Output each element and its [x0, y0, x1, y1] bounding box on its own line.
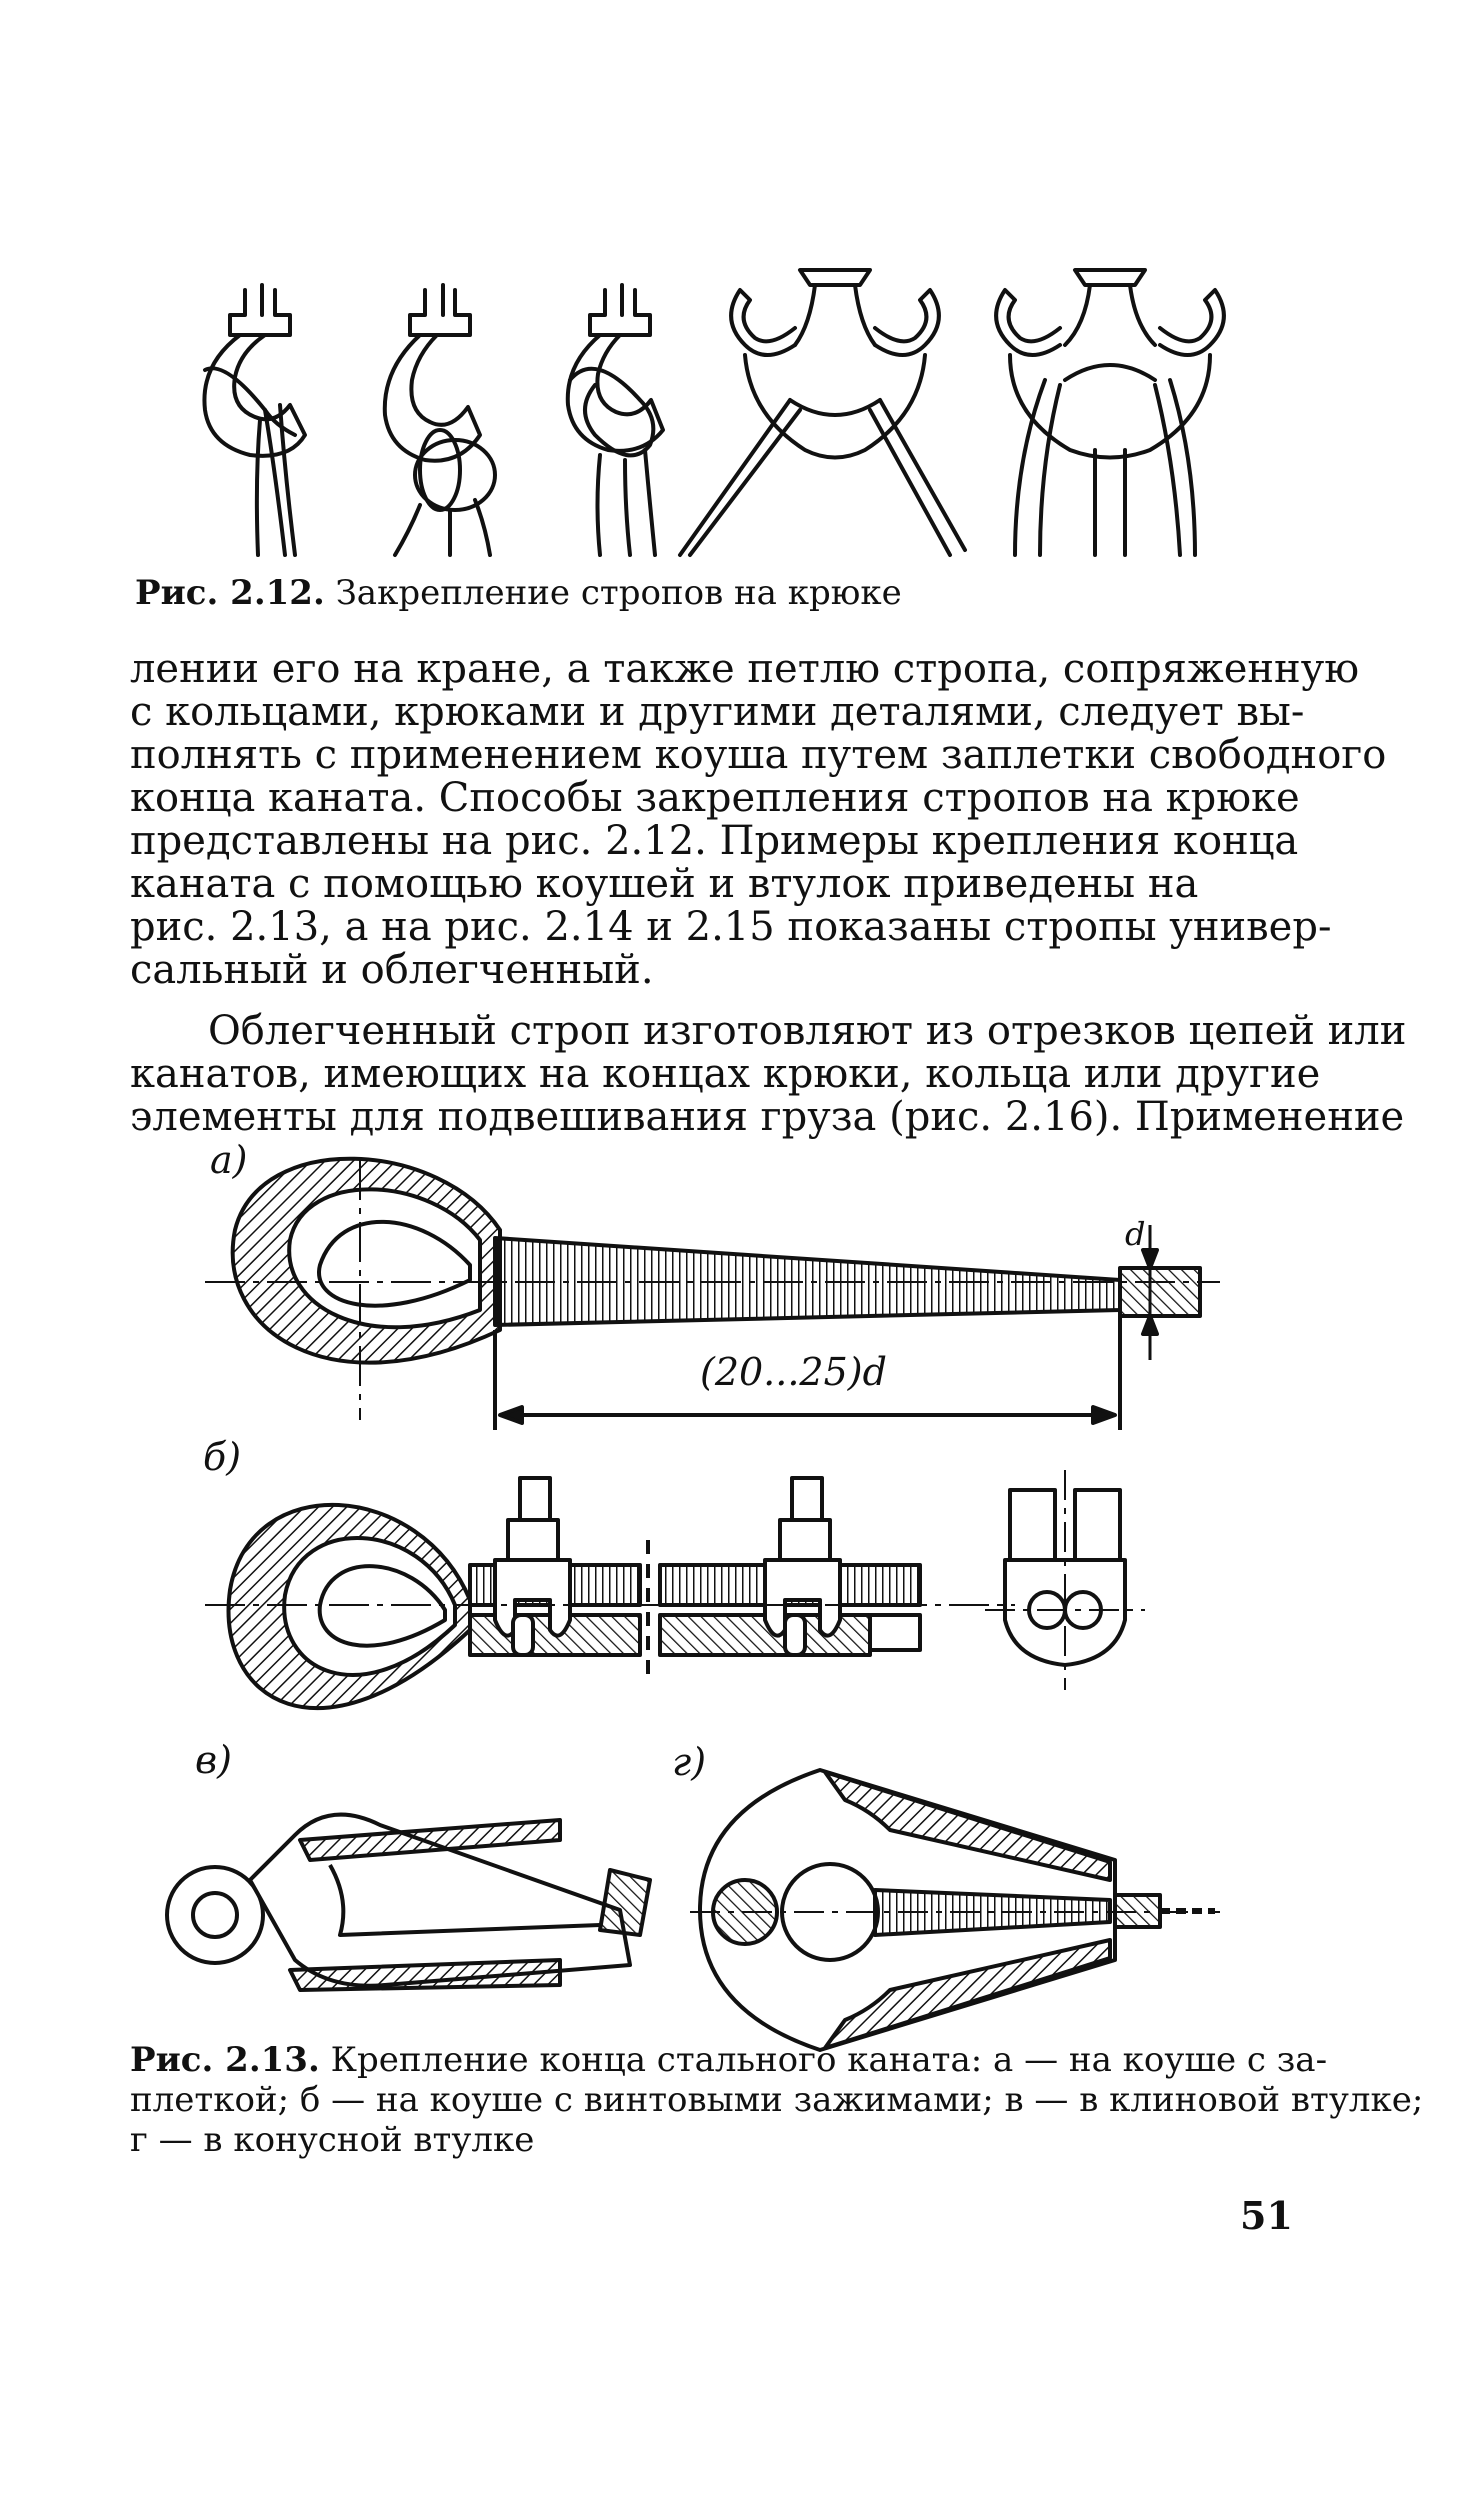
text-line: полнять с применением коуша путем заплетки свободного	[130, 732, 1387, 778]
text-line: каната с помощью коушей и втулок приведены на	[130, 861, 1199, 907]
figure-2-13-caption-line3: г — в конусной втулке	[130, 2120, 535, 2160]
diagram-b-screw-clamps	[205, 1470, 1145, 1708]
text-line: представлены на рис. 2.12. Примеры крепления конца	[130, 818, 1299, 864]
text-line: сальный и облегченный.	[130, 947, 654, 993]
text-line: Облегченный строп изготовляют из отрезков цепей или	[208, 1008, 1407, 1054]
text-line: лении его на кране, а также петлю стропа, сопряженную	[130, 646, 1360, 692]
text-line: канатов, имеющих на концах крюки, кольца или другие	[130, 1051, 1321, 1097]
text-line: элементы для подвешивания груза (рис. 2.16). Применение	[130, 1094, 1405, 1140]
figure-2-13-caption	[130, 2040, 1424, 2160]
label-a: а)	[210, 1138, 248, 1182]
text-line: конца каната. Способы закрепления стропов на крюке	[130, 775, 1300, 821]
dimension-label: (20...25)d	[700, 1350, 887, 1394]
figure-2-13-caption-number: Рис. 2.13.	[130, 2040, 320, 2080]
page-number: 51	[1240, 2193, 1293, 2238]
diagram-c-wedge-socket	[167, 1815, 650, 1990]
figure-2-13-caption-line	[130, 2040, 1328, 2080]
text-line: с кольцами, крюками и другими деталями, следует вы-	[130, 689, 1305, 735]
text-line: рис. 2.13, а на рис. 2.14 и 2.15 показаны стропы универ-	[130, 904, 1332, 950]
label-b: б)	[203, 1435, 242, 1479]
diagram-d-conical-socket	[690, 1770, 1220, 2050]
figure-2-13-caption-line2: плеткой; б — на коуше с винтовыми зажимами; в — в клиновой втулке;	[130, 2080, 1424, 2120]
label-v: в)	[195, 1738, 232, 1782]
figure-2-13-caption-line1: Крепление конца стального каната: а — на коуше с за-	[330, 2040, 1328, 2080]
figure-2-12-caption-text: Закрепление стропов на крюке	[335, 573, 902, 613]
label-g: г)	[672, 1740, 707, 1784]
dimension-d-label: d	[1125, 1215, 1146, 1253]
figure-2-12-caption-number: Рис. 2.12.	[135, 573, 325, 613]
